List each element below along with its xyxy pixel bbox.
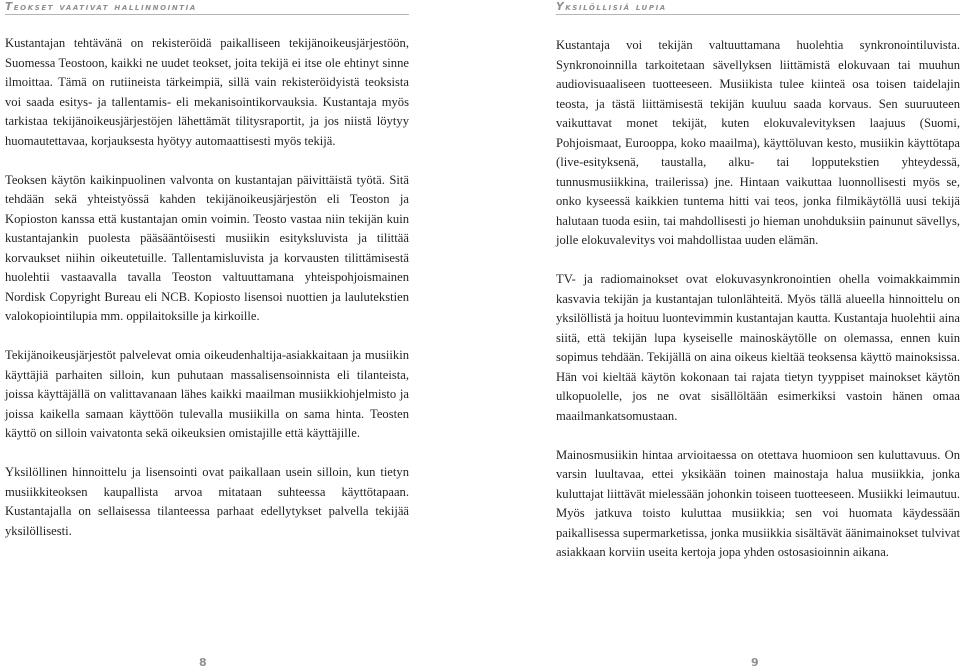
left-paragraph-3: Tekijänoikeusjärjestöt palvelevat omia oikeudenhaltija-asiakkaitaan ja musiikin käyttäjiä parhaiten silloin, kun puhutaan massalisensoinnista eli tilanteista, joissa käyttäjällä on valittavanaan lähes kaikki maailman musiikkiohjelmisto ja joissa kaikella samaan käyttöön tulevalla musiikilla on sama hinta. Teosten käyttö on silloin vaivatonta sekä oikeuksien omistajille että käyttäjille.: [5, 348, 409, 440]
left-paragraph-4: Yksilöllinen hinnoittelu ja lisensointi ovat paikallaan usein silloin, kun tietyn musiikkiteoksen kaupallista arvoa mitataan suhteessa käyttötapaan. Kustantajalla on sellaisessa tilanteessa parhaat edellytykset palvella tekijää yksilöllisesti.: [5, 465, 409, 538]
right-paragraph-1: Kustantaja voi tekijän valtuuttamana huolehtia synkronointiluvista. Synkronoinnilla tarkoitetaan sävellyksen liittämistä elokuvaan tai muuhun audiovisuaaliseen tuotteeseen. Musiikista tulee kiinteä osa toisen taidelajin teosta, ja tästä liittämisestä tekijän kuuluu saada korvaus. Sen suuruuteen vaikuttavat monet tekijät, kuten elokuvalevityksen laajuus (Suomi, Pohjoismaat, Eurooppa, koko maailma), käyttöluvan kesto, musiikin käyttötapa (live-esityksenä, taustalla, alku- tai lopputekstien yhteydessä, tunnusmusiikkina, trailerissa) jne. Hintaan vaikuttaa luonnollisesti myös se, onko kyseessä kaikkien tuntema hitti vai teos, jonka filmikäytöllä uusi tekijä halutaan tuoda esiin, tai mahdollisesti jo hieman unohduksiin painunut sävellys, jolle elokuvalevitys voi mahdollistaa uuden elämän.: [556, 38, 960, 247]
right-paragraph-3: Mainosmusiikin hintaa arvioitaessa on otettava huomioon sen kuluttavuus. On varsin luultavaa, ettei yksikään toinen mainostaja halua musiikkia, jonka kuluttajat liittävät mielessään johonkin toiseen tuotteeseen. Musiikki leimautuu. Myös jatkuva toisto kuluttaa musiikkia; sen voi huomata käydessään paikallisessa supermarketissa, jonka musiikkia sisältävät äänimainokset tulvivat asiakkaan korviin useita kertoja jopa yhden ostosasioinnin aikana.: [556, 447, 960, 559]
right-section-heading: Yksilöllisiä lupia: [556, 1, 667, 13]
left-page: [5, 0, 409, 538]
right-heading-rule: [556, 14, 960, 15]
left-paragraph-2: Teoksen käytön kaikinpuolinen valvonta on kustantajan päivittäistä työtä. Sitä tehdään sekä yhteistyössä kahden tekijänoikeusjärjestön eli Teoston ja Kopioston kanssa että kustantajan omin voimin. Teosto vastaa niin tekijän kuin kustantajankin puolesta pääsääntöisesti musiikin esityksluvista ja tilittää korvaukset niihin oikeutetuille. Tallentamisluvista ja korvausten tilittämisestä huolehtii vastaavalla tavalla Teoston valtuuttamana yhteispohjoismainen Nordisk Copyright Bureau eli NCB. Kopiosto lisensoi nuottien ja laulutekstien valokopiointilupia mm. oppilaitoksille ja kirkoille.: [5, 172, 409, 323]
left-paragraph-1: Kustantajan tehtävänä on rekisteröidä paikalliseen tekijänoikeusjärjestöön, Suomessa Teostoon, kaikki ne uudet teokset, joita tekijä ei itse ole ehtinyt sinne ilmoittaa. Tämä on rutiineista tärkeimpiä, sillä vain rekisteröidyistä teoksista voi saada esitys- ja tallentamis- eli mekanisointikorvauksia. Kustantaja myös tarkistaa tekijänoikeusjärjestöjen lähettämät tilitysraportit, ja jos niistä löytyy huomautettavaa, korjauksesta hyötyy automaattisesti myös tekijä.: [5, 36, 409, 148]
right-body-text: [556, 36, 960, 563]
page-number-left: 8: [199, 656, 208, 669]
left-section-heading: Teokset vaativat hallinnointia: [5, 1, 197, 13]
left-heading-rule: [5, 14, 409, 15]
right-paragraph-2: TV- ja radiomainokset ovat elokuvasynkronointien ohella voimakkaimmin kasvavia tekijän ja kustantajan tulonlähteitä. Myös tällä alueella hinnoittelu on yksilöllistä ja hoituu luontevimmin kustantajan kautta. Kustantaja huolehtii aina siitä, että tekijän lupa kyseiselle mainoskäytölle on olemassa, ennen kuin sopimus tehdään. Tekijällä on aina oikeus kieltää teoksensa käyttö mainoksissa. Hän voi kieltää käytön kokonaan tai rajata tietyn tyyppiset mainokset käytön ulkopuolelle, jos ne ovat sisällöltään esimerkiksi vastoin hänen omaa maailmankatsomustaan.: [556, 272, 960, 423]
right-page: [556, 0, 960, 559]
left-body-text: [5, 34, 409, 541]
page-number-right: 9: [751, 656, 760, 669]
